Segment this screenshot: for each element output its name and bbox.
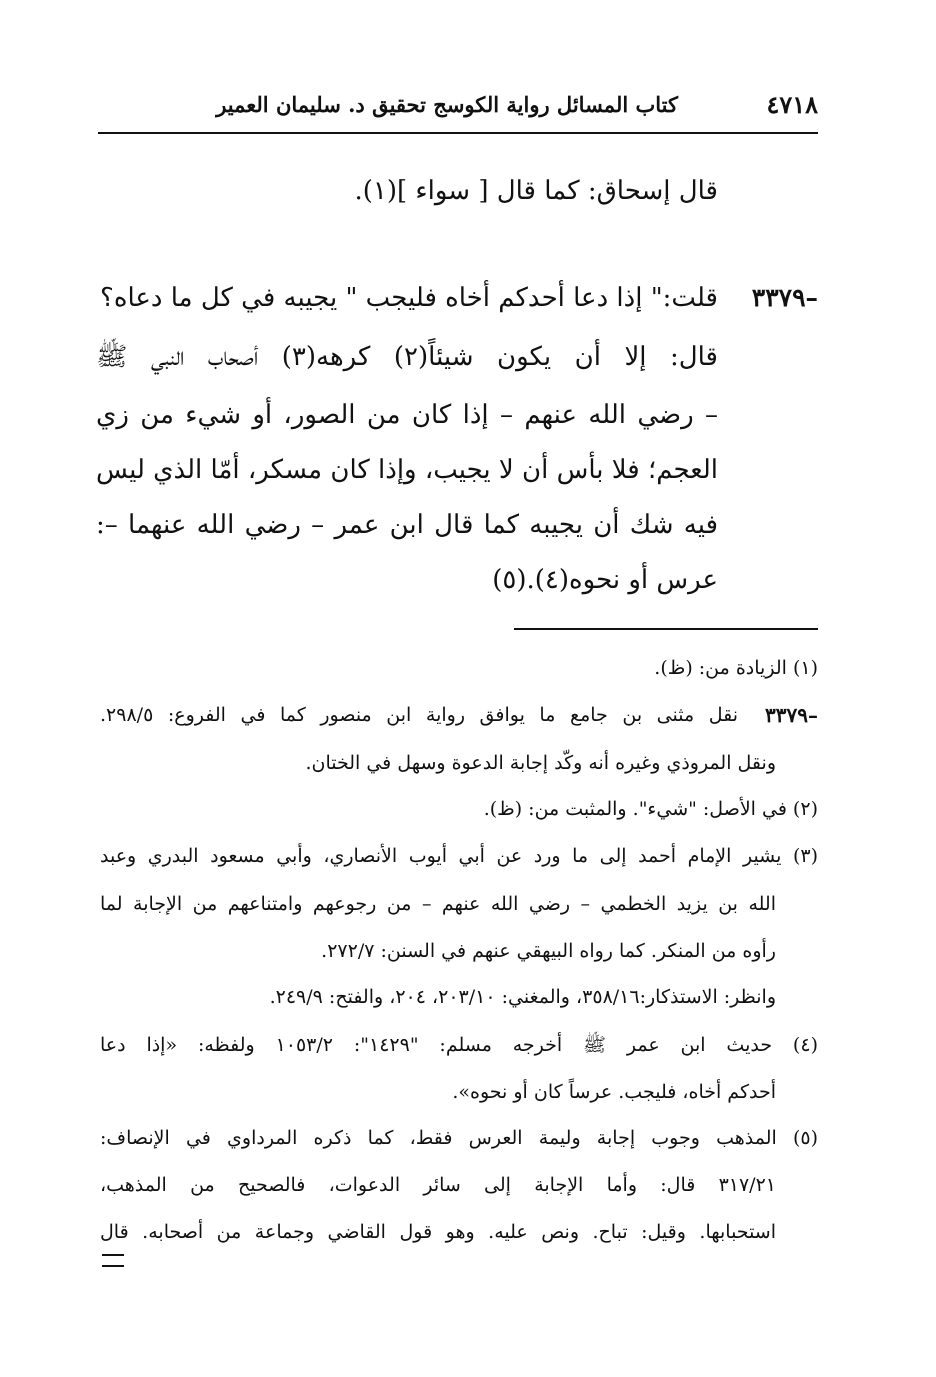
footnote-3-line-2: الله بن يزيد الخطمي – رضي الله عنهم – من رجوعهم وامتناعهم من الإجابة لما xyxy=(100,893,776,915)
note-3379-number: ٣٣٧٩– xyxy=(765,703,818,727)
continuation-mark xyxy=(102,1254,124,1267)
answer-line-3: العجم؛ فلا بأس أن لا يجيب، وإذا كان مسكر، أمّا الذي ليس xyxy=(95,455,718,485)
answer-line-4: فيه شك أن يجيبه كما قال ابن عمر – رضي الله عنهما –: xyxy=(96,510,718,540)
ishaq-statement: قال إسحاق: كما قال [ سواء ](١). xyxy=(354,176,718,206)
book-title-header: كتاب المسائل رواية الكوسج تحقيق د. سليمان العمير xyxy=(216,92,678,117)
page-number: ٤٧١٨ xyxy=(766,90,818,119)
footnote-2: (٢) في الأصل: "شيء". والمثبت من: (ظ). xyxy=(483,798,818,820)
note-3379-line-2: ونقل المروذي وغيره أنه وكّد إجابة الدعوة وسهل في الختان. xyxy=(305,752,776,774)
question-text: قلت:" إذا دعا أحدكم أخاه فليجب " يجيبه في كل ما دعاه؟ xyxy=(100,283,718,313)
footnote-5-line-1: (٥) المذهب وجوب إجابة وليمة العرس فقط، كما ذكره المرداوي في الإنصاف: xyxy=(100,1127,818,1149)
answer-line-1: قال: إلا أن يكون شيئاً(٢) كرهه(٣) أصحاب النبي ﷺ xyxy=(96,342,718,372)
answer-line-2: – رضي الله عنهم – إذا كان من الصور، أو شيء من زي xyxy=(96,400,718,430)
footnote-separator xyxy=(514,628,818,630)
answer-line-5: عرس أو نحوه(٤).(٥) xyxy=(492,565,718,595)
note-3379-text: نقل مثنى بن جامع ما يوافق رواية ابن منصور كما في الفروع: ٢٩٨/٥. xyxy=(100,704,738,726)
footnote-5-line-2: ٣١٧/٢١ قال: وأما الإجابة إلى سائر الدعوات، فالصحيح من المذهب، xyxy=(100,1174,776,1196)
question-number: ٣٣٧٩– xyxy=(751,283,818,312)
footnote-4-line-1: (٤) حديث ابن عمر ﷺ أخرجه مسلم: "١٤٢٩": ١٠٥٣/٢ ولفظه: «إذا دعا xyxy=(100,1034,818,1056)
footnote-3-line-3: رأوه من المنكر. كما رواه البيهقي عنهم في السنن: ٢٧٢/٧. xyxy=(321,940,776,962)
footnote-4-line-2: أحدكم أخاه، فليجب. عرساً كان أو نحوه». xyxy=(452,1081,776,1103)
footnote-5-line-3: استحبابها. وقيل: تباح. ونص عليه. وهو قول القاضي وجماعة من أصحابه. قال xyxy=(100,1221,776,1243)
header-rule xyxy=(98,132,818,134)
footnote-3-line-1: (٣) يشير الإمام أحمد إلى ما ورد عن أبي أيوب الأنصاري، وأبي مسعود البدري وعبد xyxy=(100,845,818,867)
footnote-3-line-4: وانظر: الاستذكار:٣٥٨/١٦، والمغني: ٢٠٣/١٠، ٢٠٤، والفتح: ٢٤٩/٩. xyxy=(269,986,776,1008)
footnote-1: (١) الزيادة من: (ظ). xyxy=(654,657,818,679)
